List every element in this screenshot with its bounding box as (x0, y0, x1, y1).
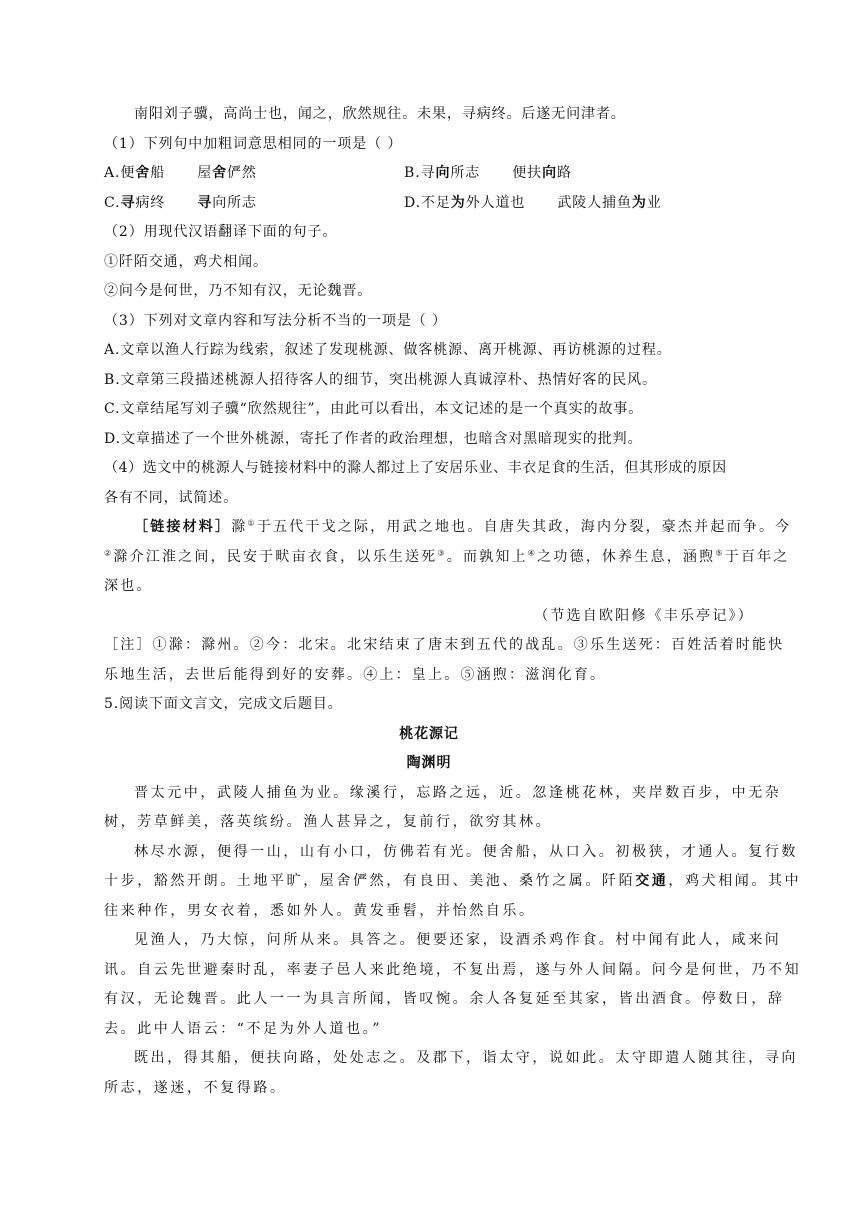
passage-p3-line-3: 有汉，无论魏晋。此人一一为具言所闻，皆叹惋。余人各复延至其家，皆出酒食。停数日，辞 (104, 991, 785, 1007)
q1-options-row-1 (104, 159, 754, 189)
passage-p4-line-2: 所志，遂迷，不复得路。 (104, 1079, 287, 1096)
passage-p1-line-2: 树，芳草鲜美，落英缤纷。渔人甚异之，复前行，欲穷其林。 (104, 814, 553, 830)
q1-option-b: B.寻向所志 便扶向路 (404, 165, 572, 181)
q3-option-a: A.文章以渔人行踪为线索，叙述了发现桃源、做客桃源、离开桃源、再访桃源的过程。 (104, 342, 672, 358)
link-line-2: ②滁介江淮之间，民安于畎亩衣食，以乐生送死③。而孰知上④之功德，休养生息，涵煦⑤于百年之 (104, 547, 790, 565)
link-source: （节选自欧阳修《丰乐亭记》） (534, 607, 754, 624)
q5-stem: 5.阅读下面文言文，完成文后题目。 (104, 696, 343, 712)
q3-option-b: B.文章第三段描述桃源人招待客人的细节，突出桃源人真诚淳朴、热情好客的民风。 (104, 371, 657, 388)
intro-line: 南阳刘子骥，高尚士也，闻之，欣然规往。未果，寻病终。后遂无问津者。 (134, 106, 626, 122)
q3-option-d: D.文章描述了一个世外桃源，寄托了作者的政治理想，也暗含对黑暗现实的批判。 (104, 430, 643, 447)
q1-stem: （1）下列句中加粗词意思相同的一项是（ ） (104, 135, 403, 152)
link-line-3: 深也。 (104, 578, 153, 594)
passage-title: 桃花源记 (399, 725, 459, 742)
q1-option-d: D.不足为外人道也 武陵人捕鱼为业 (404, 194, 662, 211)
q4-line-1: （4）选文中的桃源人与链接材料中的滁人都过上了安居乐业、丰衣足食的生活，但其形成的原因 (104, 460, 727, 476)
document-content (104, 100, 802, 1103)
link-note-1: ［注］①滁：滁州。②今：北宋。北宋结束了唐末到五代的战乱。③乐生送死：百姓活着时能快 (104, 637, 785, 653)
q2-stem: （2）用现代汉语翻译下面的句子。 (104, 224, 338, 240)
passage-p3-line-2: 讯。自云先世避秦时乱，率妻子邑人来此绝境，不复出焉，遂与外人间隔。问今是何世，乃不知 (104, 961, 802, 978)
passage-author: 陶渊明 (406, 755, 452, 771)
q3-stem: （3）下列对文章内容和写法分析不当的一项是（ ） (104, 312, 447, 329)
passage-p3-line-1: 见渔人，乃大惊，问所从来。具答之。便要还家，设酒杀鸡作食。村中闻有此人，咸来问 (134, 932, 782, 948)
passage-body (104, 779, 802, 1104)
q2-sentence-1: ①阡陌交通，鸡犬相闻。 (104, 253, 268, 270)
passage-p2-line-2: 十步，豁然开朗。土地平旷，屋舍俨然，有良田、美池、桑竹之属。阡陌交通，鸡犬相闻。其中 (104, 873, 802, 889)
link-material (104, 513, 792, 690)
link-label: ［链接材料］ (134, 519, 232, 535)
q4-line-2: 各有不同，试简述。 (104, 489, 239, 506)
passage-p3-line-4: 去。此中人语云：“不足为外人道也。” (104, 1020, 383, 1037)
q1-options-row-2 (104, 189, 754, 219)
link-line-1: ［链接材料］滁①于五代干戈之际，用武之地也。自唐失其政，海内分裂，豪杰并起而争。今 (134, 518, 792, 535)
q1-option-c: C.寻病终 寻向所志 (104, 194, 257, 211)
passage-p2-line-1: 林尽水源，便得一山，山有小口，仿佛若有光。便舍船，从口入。初极狭，才通人。复行数 (134, 843, 798, 860)
passage-p4-line-1: 既出，得其船，便扶向路，处处志之。及郡下，诣太守，说如此。太守即遣人随其往，寻向 (134, 1050, 798, 1066)
link-note-2: 乐地生活，去世后能得到好的安葬。④上：皇上。⑤涵煦：滋润化育。 (104, 666, 607, 683)
q1-option-a: A.便舍船 屋舍俨然 (104, 165, 257, 181)
passage-p1-line-1: 晋太元中，武陵人捕鱼为业。缘溪行，忘路之远，近。忽逢桃花林，夹岸数百步，中无杂 (134, 784, 782, 801)
q3-option-c: C.文章结尾写刘子骥“欣然规往”，由此可以看出，本文记述的是一个真实的故事。 (104, 401, 644, 417)
q2-sentence-2: ②问今是何世，乃不知有汉，无论魏晋。 (104, 283, 373, 299)
passage-p2-line-3: 往来种作，男女衣着，悉如外人。黄发垂髫，并怡然自乐。 (104, 902, 536, 919)
